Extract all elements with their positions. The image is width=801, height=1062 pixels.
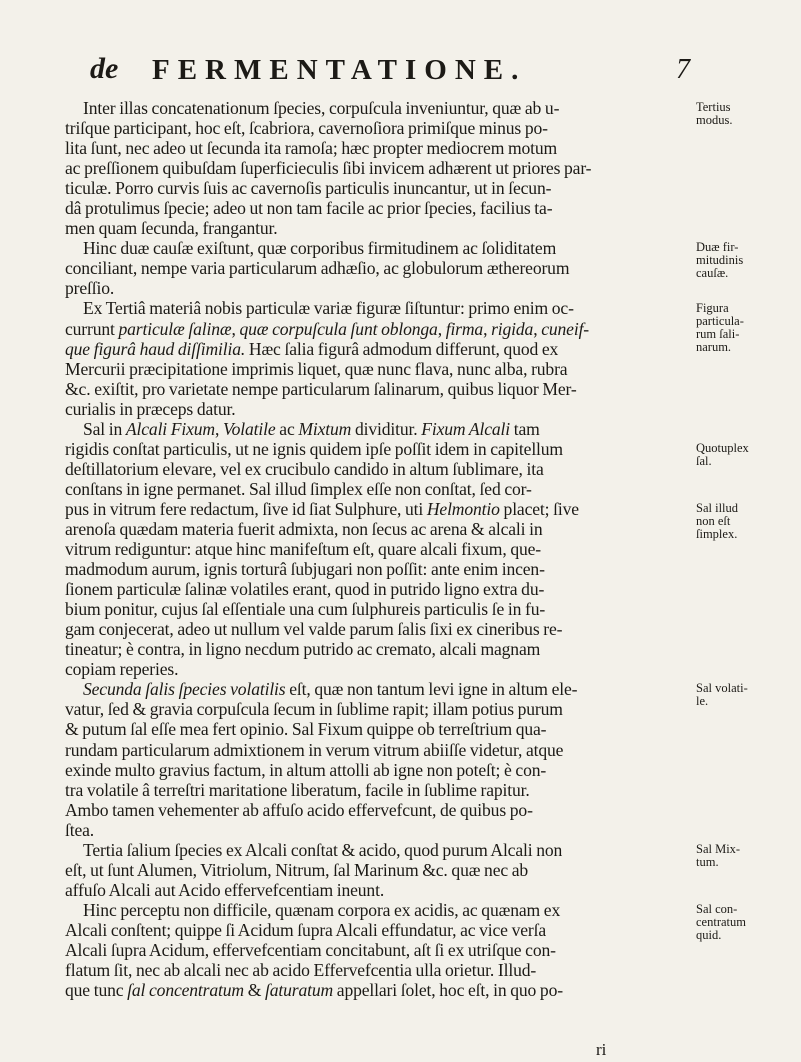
margin-note-line: non eſt [696, 514, 731, 528]
margin-note [696, 682, 796, 708]
text-line [65, 98, 691, 118]
text-run: affuſo Alcali aut Acido effervefcentiam ineunt. [65, 879, 385, 900]
italic-run: Alcali Fixum [125, 418, 215, 439]
text-run: eſt, quæ non tantum levi igne in altum ele- [285, 679, 578, 700]
text-run: Inter illas concatenationum ſpecies, corpuſcula inveniuntur, quæ ab u- [83, 98, 560, 118]
text-line [65, 659, 691, 679]
text-line [65, 820, 691, 840]
text-run: tam [510, 418, 540, 439]
margin-note-line: Duæ fir- [696, 240, 739, 255]
text-run: tra volatile â terreſtri maritatione liberatum, facile in ſublime rapitur. [65, 779, 530, 800]
text-run: madmodum aurum, ignis torturâ ſubjugari non poſſit: ante enim incen- [65, 559, 545, 580]
text-line [65, 699, 691, 719]
text-run: , [214, 418, 223, 439]
text-run: preſſio. [65, 278, 115, 299]
margin-note [696, 101, 796, 127]
text-run: , [483, 318, 492, 339]
margin-note-line: modus. [696, 113, 733, 127]
text-line [65, 258, 691, 278]
text-line [65, 639, 691, 659]
text-run: exinde multo gravius factum, in altum attolli ab igne non poteſt; è con- [65, 759, 547, 780]
margin-note-line: ſal. [696, 453, 712, 468]
margin-note [696, 843, 796, 869]
italic-run: Volatile [222, 418, 276, 439]
margin-note-line: Sal Mix- [696, 841, 741, 856]
text-line [65, 158, 691, 178]
catchword: ri [596, 1040, 607, 1059]
margin-note-line: ſimplex. [696, 527, 738, 541]
text-run: eſt, ut ſunt Alumen, Vitriolum, Nitrum, ſal Marinum &c. quæ nec ab [65, 859, 529, 880]
text-line [65, 960, 691, 980]
text-run: pus in vitrum fere redactum, ſive id ſiat Sulphure, uti [65, 498, 427, 519]
text-run: placet; ſive [499, 498, 579, 519]
italic-run: firma [445, 318, 484, 339]
text-line [65, 719, 691, 739]
text-run: Mercurii præcipitatione imprimis liquet, quæ nunc flava, nunc alba, rubra [65, 358, 568, 379]
text-run: Hinc duæ cauſæ exiſtunt, quæ corporibus firmitudinem ac ſoliditatem [83, 238, 557, 259]
margin-note-line: tum. [696, 854, 719, 869]
text-line [65, 118, 691, 138]
text-line [65, 619, 691, 639]
margin-note [696, 502, 796, 541]
text-line [65, 218, 691, 238]
text-run: rundam particularum admixtionem in verum vitrum abiiſſe videtur, atque [65, 739, 564, 760]
text-run: &c. exiſtit, pro varietate nempe particularum ſalinarum, quibus liquor Mer- [65, 378, 577, 399]
text-line [65, 419, 691, 439]
text-run: Alcali conſtent; quippe ſi Acidum ſupra Alcali effundatur, ac vice verſa [65, 919, 546, 940]
text-line [65, 138, 691, 158]
text-line [65, 178, 691, 198]
text-line [65, 459, 691, 479]
text-run: copiam reperies. [65, 659, 179, 680]
italic-run: rigida [491, 318, 534, 339]
text-run: , [231, 318, 240, 339]
margin-note-line: Tertius [696, 100, 731, 114]
text-run: rigidis conſtat particulis, ut ne ignis quidem ipſe poſſit idem in capitellum [65, 438, 563, 459]
text-run: vitrum rediguntur: atque hinc manifeſtum eſt, quare alcali fixum, que- [65, 539, 542, 560]
text-run: currunt [65, 318, 119, 339]
italic-run: ſaturatum [265, 980, 334, 1001]
italic-run: que figurâ haud diſſimilia. [65, 338, 246, 359]
margin-note-line: centratum [696, 915, 746, 929]
text-line [65, 319, 691, 339]
text-run: lita ſunt, nec adeo ut ſecunda ita ramoſa; hæc propter mediocrem motum [65, 138, 558, 159]
margin-note-line: Sal illud [696, 501, 739, 515]
text-line [65, 920, 691, 940]
text-run: men quam ſecunda, frangantur. [65, 218, 278, 239]
text-line [65, 740, 691, 760]
margin-note-line: narum. [696, 339, 732, 354]
italic-run: ſal concentratum [127, 980, 244, 1001]
text-line [65, 399, 691, 419]
margin-note-line: mitudinis [696, 253, 744, 268]
text-line [65, 760, 691, 780]
text-run: que tunc [65, 980, 128, 1001]
italic-run: Helmontio [426, 498, 500, 519]
margin-note-line: rum ſali- [696, 326, 740, 341]
text-run: conſtans in igne permanet. Sal illud ſimplex eſſe non conſtat, ſed cor- [65, 478, 532, 499]
italic-run: quæ corpuſcula ſunt oblonga [239, 318, 438, 339]
text-run: curialis in præceps datur. [65, 398, 236, 419]
text-line [65, 278, 691, 298]
text-run: gam conjecerat, adeo ut nullum vel valde parum ſalis ſixi ex cineribus re- [65, 619, 563, 640]
text-run: Ambo tamen vehementer ab affuſo acido effervefcunt, de quibus po- [65, 799, 533, 820]
text-run: tineatur; è contra, in ligno necdum putrido ac cremato, alcali magnam [65, 639, 541, 660]
margin-note-line: cauſæ. [696, 266, 729, 281]
margin-note [696, 302, 796, 354]
text-run: flatum ſit, nec ab alcali nec ab acido Effervefcentia ulla orietur. Illud- [65, 960, 537, 981]
text-line [65, 539, 691, 559]
text-run: Tertia ſalium ſpecies ex Alcali conſtat & acido, quod purum Alcali non [83, 839, 563, 860]
text-run: , [437, 318, 446, 339]
text-line [65, 599, 691, 619]
body-text [65, 98, 691, 1000]
text-line [65, 980, 691, 1000]
margin-note-line: Quotuplex [696, 440, 749, 455]
header-prefix: de [90, 52, 119, 85]
text-line [65, 900, 691, 920]
margin-note [696, 903, 796, 942]
text-run: dâ protulimus ſpecie; adeo ut non tam facile ac prior ſpecies, facilius ta- [65, 198, 553, 219]
text-run: deſtillatorium elevare, vel ex crucibulo candido in altum ſublimare, ita [65, 458, 544, 479]
text-line [65, 198, 691, 218]
text-line [65, 439, 691, 459]
text-line [65, 238, 691, 258]
margin-note-line: Figura [696, 300, 729, 315]
margin-note-line: particula- [696, 313, 744, 328]
text-run: Hinc perceptu non difficile, quænam corpora ex acidis, ac quænam ex [83, 899, 561, 920]
text-run: vatur, ſed & gravia corpuſcula ſecum in ſublime rapit; illam potius purum [65, 699, 563, 720]
text-line [65, 519, 691, 539]
text-line [65, 800, 691, 820]
margin-note [696, 442, 796, 468]
text-line [65, 579, 691, 599]
text-line [65, 679, 691, 699]
text-line [65, 339, 691, 359]
text-run: bium ponitur, cujus ſal eſſentiale una cum ſulphureis particulis ſe in fu- [65, 599, 546, 620]
page-number: 7 [676, 54, 690, 85]
text-run: Hæc ſalia figurâ admodum differunt, quod ex [245, 338, 559, 359]
margin-note-line: Sal volati- [696, 681, 748, 696]
text-run: Ex Tertiâ materiâ nobis particulæ variæ figuræ ſiſtuntur: primo enim oc- [83, 298, 574, 319]
text-run: ſtea. [65, 819, 95, 840]
text-run: ac preſſionem quibuſdam ſuperficieculis ſibi invicem adhærent ut priores par- [65, 158, 592, 179]
text-run: dividitur. [351, 418, 422, 439]
text-run: appellari ſolet, hoc eſt, in quo po- [333, 980, 563, 1001]
running-head [90, 52, 690, 92]
text-line [65, 379, 691, 399]
italic-run: cuneif- [541, 318, 590, 339]
text-run: triſque participant, hoc eſt, ſcabriora, cavernoſiora primiſque minus po- [65, 118, 548, 139]
header-title: FERMENTATIONE. [152, 54, 527, 86]
text-run: , [533, 318, 542, 339]
italic-run: Secunda ſalis ſpecies volatilis [83, 679, 286, 700]
text-line [65, 479, 691, 499]
text-line [65, 359, 691, 379]
text-line [65, 860, 691, 880]
text-line [65, 559, 691, 579]
margin-note [696, 241, 796, 280]
margin-note-line: Sal con- [696, 902, 738, 916]
text-line [65, 780, 691, 800]
italic-run: particulæ ſalinæ [118, 318, 232, 339]
text-run: & putum ſal eſſe mea fert opinio. Sal Fixum quippe ob terreſtrium qua- [65, 719, 547, 740]
text-run: arenoſa quædam materia fuerit admixta, non ſecus ac arena & alcali in [65, 518, 543, 539]
text-run: conciliant, nempe varia particularum adhæſio, ac globulorum æthereorum [65, 258, 570, 279]
margin-note-line: le. [696, 694, 709, 709]
text-line [65, 298, 691, 318]
text-run: Sal in [83, 418, 126, 439]
text-line [65, 840, 691, 860]
text-line [65, 499, 691, 519]
text-line [65, 880, 691, 900]
text-run: & [243, 980, 265, 1001]
margin-note-line: quid. [696, 928, 722, 942]
italic-run: Fixum Alcali [421, 418, 510, 439]
text-run: ſionem particulæ ſalinæ volatiles erant, quod in putrido ligno extra du- [65, 579, 545, 600]
text-run: Alcali ſupra Acidum, effervefcentiam concitabunt, aſt ſi ex utriſque con- [65, 939, 556, 960]
text-line [65, 940, 691, 960]
text-run: ac [275, 418, 299, 439]
italic-run: Mixtum [298, 418, 352, 439]
text-run: ticulæ. Porro curvis ſuis ac cavernoſis particulis inuncantur, ut in ſecun- [65, 178, 552, 199]
